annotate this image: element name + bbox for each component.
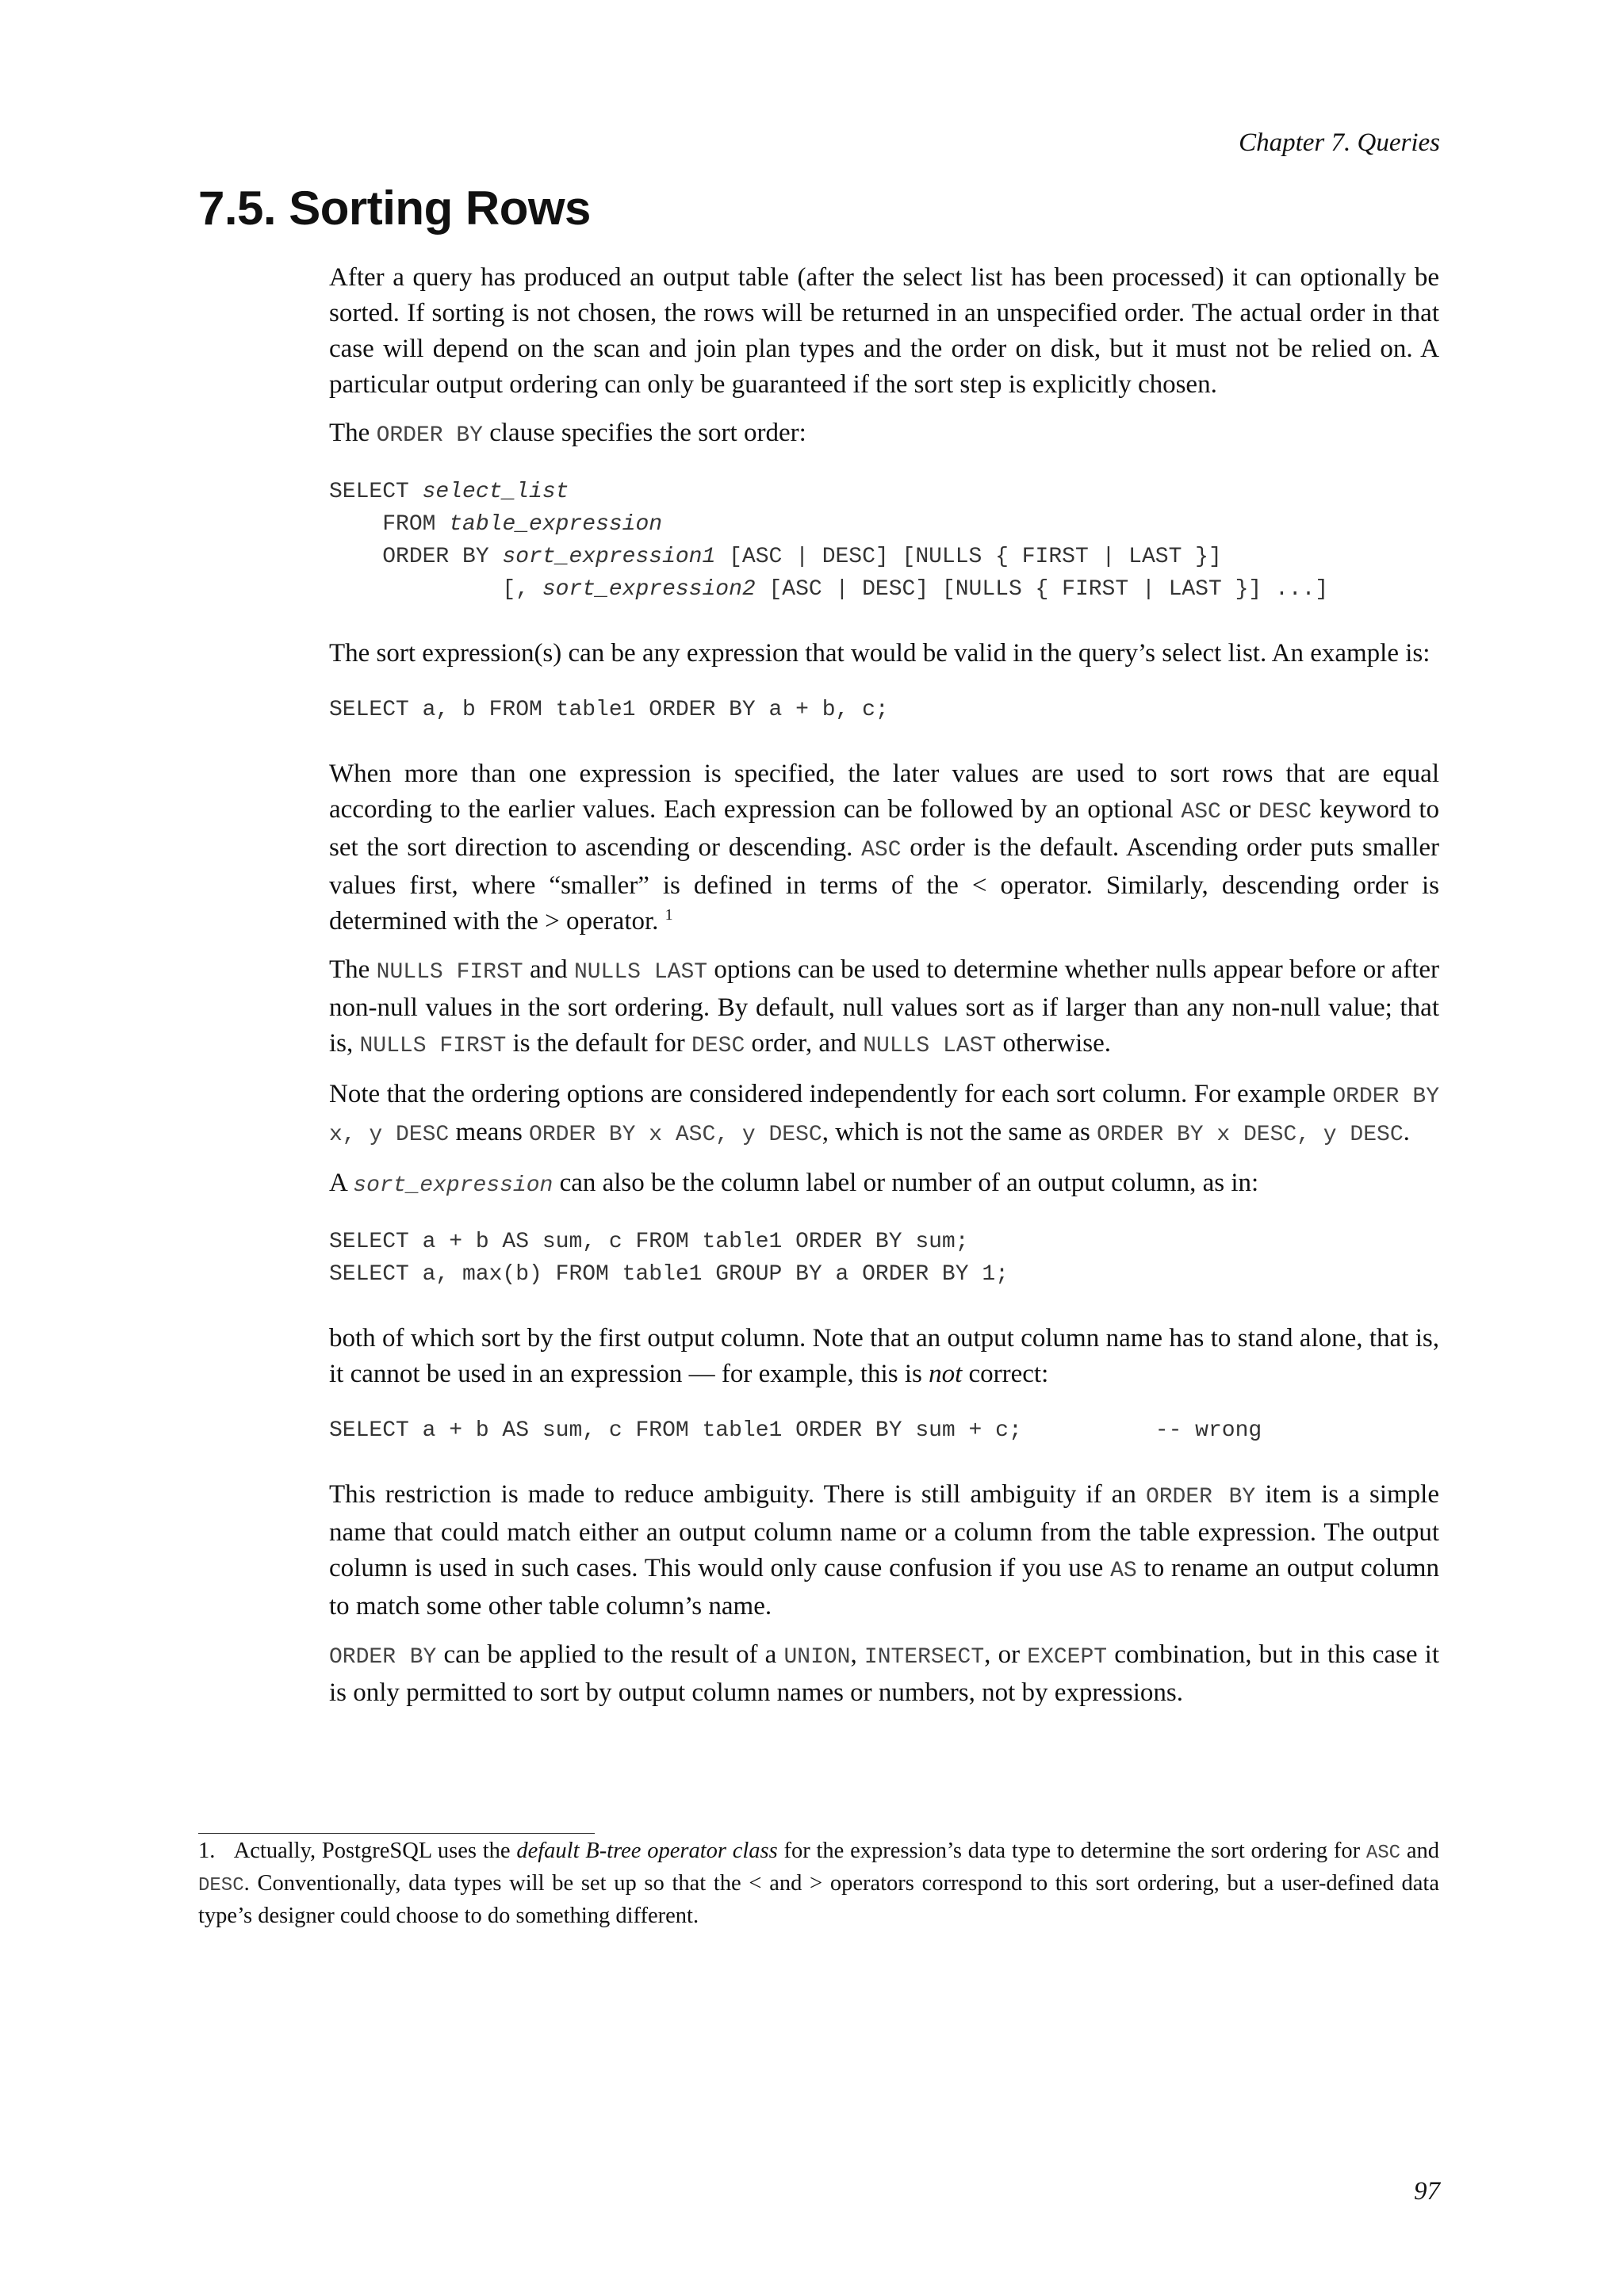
page-number: 97 — [1414, 2177, 1440, 2206]
section-title: 7.5. Sorting Rows — [198, 182, 591, 235]
running-header: Chapter 7. Queries — [1239, 128, 1440, 157]
placeholder-select-list: select_list — [422, 480, 569, 504]
paragraph-order-by: The ORDER BY clause specifies the sort order: — [329, 419, 806, 448]
code-example-2: SELECT a + b AS sum, c FROM table1 ORDER BY sum; SELECT a, max(b) FROM table1 GROUP BY a ORDER BY 1; — [329, 1230, 1009, 1287]
paragraph-nulls: The NULLS FIRST and NULLS LAST options can be used to determine whether nulls appear before or after non-null values in the sort ordering. By default, null values sort as if larger than any non-null value; that is, NULLS FIRST is the default for DESC order, and NULLS LAST otherwise. — [329, 955, 1439, 1058]
inline-code: ORDER BY — [376, 423, 483, 448]
paragraph-multiple-expressions: When more than one expression is specified, the later values are used to sort rows that are equal according to the earlier values. Each expression can be followed by an optional ASC or DESC keyword to set the sort direction to ascending or descending. ASC order is the default. Ascending order puts smaller values first, where “smaller” is defined in terms of the < operator. Similarly, descending order is determined with the > operator. $^1$ — [329, 760, 1440, 936]
placeholder-sort-expression1: sort_expression1 — [502, 545, 716, 569]
code-example-3: SELECT a + b AS sum, c FROM table1 ORDER BY sum + c; -- wrong — [329, 1418, 1262, 1443]
paragraph-sort-expressions: The sort expression(s) can be any expression that would be valid in the query’s select list. An example is: — [329, 639, 1431, 668]
paragraph-stand-alone: both of which sort by the first output column. Note that an output column name has to stand alone, that is, it cannot be used in an expression — for example, this is not correct: — [329, 1324, 1439, 1388]
syntax-block: SELECT select_list FROM table_expression ORDER BY sort_expression1 [ASC | DESC] [NULLS { FIRST | LAST }] [, sort_expression2 [ASC | DESC] [NULLS { FIRST | LAST }] ...] — [329, 480, 1329, 602]
footnote-reference[interactable]: 1 — [665, 906, 673, 924]
paragraph-union: ORDER BY can be applied to the result of a UNION, INTERSECT, or EXCEPT combination, but in this case it is only permitted to sort by output column names or numbers, not by expressions. — [329, 1640, 1440, 1707]
footnote-divider — [198, 1833, 595, 1834]
section-body — [329, 260, 1439, 1724]
placeholder-sort-expression2: sort_expression2 — [542, 577, 756, 602]
footnote: 1. Actually, PostgreSQL uses the default B-tree operator class for the expression’s data type to determine the sort ordering for ASC and DESC. Conventionally, data types will be set up so that the < and > operators correspond to this sort ordering, but a user-defined data type’s designer could choose to do something different. — [198, 1839, 1440, 1928]
placeholder-table-expression: table_expression — [449, 512, 663, 537]
paragraph-ordering-options: Note that the ordering options are considered independently for each sort column. For example ORDER BY x, y DESC means ORDER BY x ASC, y DESC, which is not the same as ORDER BY x DESC, y DESC. — [329, 1080, 1439, 1147]
code-example-1: SELECT a, b FROM table1 ORDER BY a + b, c; — [329, 698, 889, 722]
paragraph-ambiguity: This restriction is made to reduce ambiguity. There is still ambiguity if an ORDER BY item is a simple name that could match either an output column name or a column from the table expression. The output column is used in such cases. This would only cause confusion if you use AS to rename an output column to match some other table column’s name. — [329, 1480, 1439, 1621]
paragraph-intro: After a query has produced an output table (after the select list has been processed) it can optionally be sorted. If sorting is not chosen, the rows will be returned in an unspecified order. The actual order in that case will depend on the scan and join plan types and the order on disk, but it must not be relied on. A particular output ordering can only be guaranteed if the sort step is explicitly chosen. — [329, 263, 1439, 399]
paragraph-sort-expression-label: A sort_expression can also be the column label or number of an output column, as in: — [329, 1169, 1259, 1198]
